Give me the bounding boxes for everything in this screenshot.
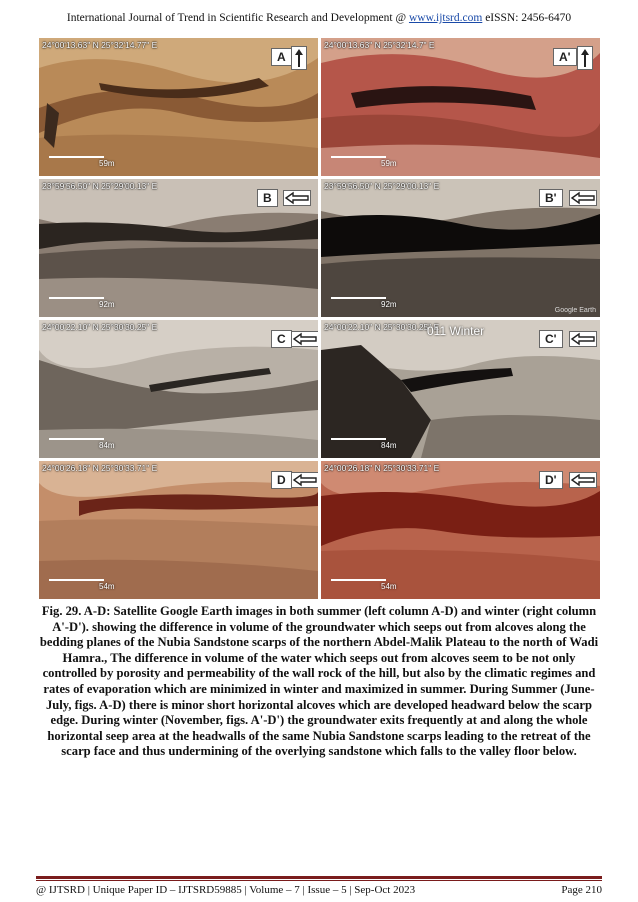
left-arrow-icon: [569, 472, 597, 488]
panel-d-prime: [321, 461, 600, 599]
panel-label: C': [539, 330, 563, 348]
page-number: Page 210: [561, 884, 602, 896]
running-header: [0, 12, 638, 24]
scale-label: 84m: [99, 441, 115, 450]
north-arrow-icon: [577, 46, 593, 70]
coordinates: 24°00'26.18" N 25°30'33.71" E: [42, 463, 158, 473]
footer-info: @ IJTSRD | Unique Paper ID – IJTSRD59885 | Volume – 7 | Issue – 5 | Sep-Oct 2023: [36, 884, 416, 896]
panel-d: [39, 461, 318, 599]
panel-a-prime: [321, 38, 600, 176]
scale-bar: [331, 579, 386, 581]
coordinates: 23°59'56.50" N 25°29'00.13" E: [42, 181, 158, 191]
scale-label: 59m: [381, 159, 397, 168]
scale-label: 54m: [99, 582, 115, 591]
left-arrow-icon: [569, 190, 597, 206]
panel-label: A: [271, 48, 292, 66]
panel-label: B': [539, 189, 563, 207]
left-arrow-icon: [283, 190, 311, 206]
north-arrow-icon: [291, 46, 307, 70]
panel-label: D: [271, 471, 292, 489]
scale-bar: [49, 438, 104, 440]
left-arrow-icon: [569, 331, 597, 347]
scale-label: 84m: [381, 441, 397, 450]
scale-bar: [331, 156, 386, 158]
scale-bar: [331, 297, 386, 299]
journal-link[interactable]: www.ijtsrd.com: [408, 12, 483, 24]
scale-bar: [49, 297, 104, 299]
coordinates: 24°00'22.10" N 25°30'30.25" E: [324, 322, 440, 332]
left-arrow-icon: [291, 331, 318, 347]
coordinates: 24°00'13.63" N 25°32'14.77" E: [42, 40, 158, 50]
panel-label: A': [553, 48, 577, 66]
panel-label: B: [257, 189, 278, 207]
scale-bar: [331, 438, 386, 440]
google-earth-watermark: Google Earth: [554, 307, 596, 314]
scale-bar: [49, 156, 104, 158]
journal-title: International Journal of Trend in Scientific Research and Development @: [66, 12, 407, 24]
scale-label: 92m: [381, 300, 397, 309]
panel-c-prime: [321, 320, 600, 458]
issn: eISSN: 2456-6470: [485, 12, 572, 24]
scale-label: 92m: [99, 300, 115, 309]
panel-a: [39, 38, 318, 176]
satellite-figure: [39, 38, 600, 600]
coordinates: 24°00'22.10" N 25°30'30.25" E: [42, 322, 158, 332]
scale-label: 54m: [381, 582, 397, 591]
panel-b: [39, 179, 318, 317]
scale-bar: [49, 579, 104, 581]
winter-label: 011 Winter: [427, 324, 485, 338]
coordinates: 23°59'56.50" N 25°29'00.13" E: [324, 181, 440, 191]
figure-caption: Fig. 29. A-D: Satellite Google Earth images in both summer (left column A-D) and winter (right column A'-D'). showing the difference in volume of the groundwater which seeps out from alcoves along the bedding planes of the Nubia Sandstone scarps of the northern Abdel-Malik Plateau to the north of Wadi Hamra., The difference in volume of the water which seeps out from alcoves seem to be not only controlled by porosity and permeability of the wall rock of the hill, but also by the climatic regimes and rates of evaporation which are minimized in winter and maximized in summer. During Summer (June-July, figs. A-D) there is minor short horizontal alcoves which are developed headward below the scarp edge. During winter (November, figs. A'-D') the groundwater exits frequently at and along the whole horizontal seep area at the headwalls of the same Nubia Sandstone scarps leading to the retreat of the scarp face and thus undermining of the overlying sandstone which falls to the valley floor below.: [39, 604, 599, 759]
footer-rule: [36, 876, 602, 879]
footer-rule: [36, 880, 602, 881]
panel-c: [39, 320, 318, 458]
panel-label: D': [539, 471, 563, 489]
scale-label: 59m: [99, 159, 115, 168]
panel-b-prime: [321, 179, 600, 317]
panel-label: C: [271, 330, 292, 348]
coordinates: 24°00'13.63" N 25°32'14.7" E: [324, 40, 435, 50]
left-arrow-icon: [291, 472, 318, 488]
running-footer: [36, 884, 602, 896]
coordinates: 24°00'26.18" N 25°30'33.71" E: [324, 463, 440, 473]
